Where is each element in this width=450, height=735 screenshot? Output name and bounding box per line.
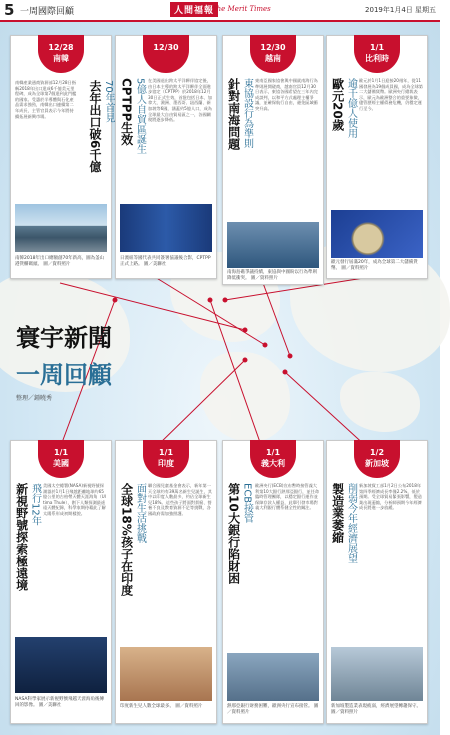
- subheadline: ECB接管: [241, 483, 253, 524]
- page-subtitle: 一周回顧: [16, 360, 112, 389]
- newspaper-logo-english: The Merit Times: [212, 5, 271, 13]
- headline: 去年出口破6千億: [88, 80, 102, 173]
- page-number: 5: [4, 1, 15, 19]
- byline: 整理／鍾曉秀: [16, 395, 53, 402]
- photo-caption: 印度新生兒人數全球最多。 圖／資料照片: [120, 704, 203, 709]
- newborn-photo: [120, 647, 212, 701]
- news-card-singapore: [326, 440, 428, 724]
- subheadline: 削弱今年經濟展望: [345, 483, 357, 563]
- subheadline: 5億人自貿區誕生: [134, 78, 146, 155]
- news-card-italy: [222, 440, 324, 724]
- date-badge: 12/28 南韓: [38, 35, 84, 73]
- news-card-cptpp: [115, 35, 217, 279]
- headline: 全球18%孩子在印度: [119, 483, 134, 596]
- date-badge: 1/2 新加坡: [354, 440, 400, 478]
- news-card-india: [115, 440, 217, 724]
- photo-caption: NASA科學家展示新視野號飛越天涯海角後傳回的影像。 圖／美聯社: [15, 697, 104, 708]
- subheadline: 70年首見: [103, 80, 114, 123]
- date-badge: 1/1 比利時: [354, 35, 400, 73]
- news-card-vietnam: [222, 35, 324, 285]
- euro-coin-photo: [331, 210, 423, 258]
- port-photo: [15, 204, 107, 252]
- date-badge: 1/1 印度: [143, 440, 189, 478]
- newspaper-logo: 人間福報: [170, 2, 218, 17]
- date-badge: 1/1 義大利: [250, 440, 296, 478]
- article-body: 歐洲央行(ECB)宣布暫時接管義大利第10大銀行熱那亞銀行，並任命臨時管理團隊，以穩定銀行運作並保障存款人權益，此舉引發市場對義大利銀行體系健全性的關注。: [255, 483, 319, 511]
- cptpp-signing-photo: [120, 204, 212, 252]
- headline: 製造業萎縮: [330, 483, 345, 543]
- news-card-south-korea: [10, 35, 112, 279]
- headline: CPTPP生效: [119, 78, 134, 146]
- photo-caption: 日澳紐等國代表共同簽署協議後合影，CPTPP正式上路。 圖／美聯社: [120, 256, 211, 267]
- article-body: 東南亞國家協會與中國就南海行為準則展開磋商，越南官員12月30日表示，東協各國希望在三年內完成談判，以和平方式處理主權爭議，並確保航行自由，避免區域衝突升高。: [255, 78, 318, 111]
- subheadline: 逾千億人使用: [345, 78, 357, 138]
- photo-caption: 歐元發行屆滿20年，成為全球第二大儲備貨幣。 圖／資料照片: [331, 260, 418, 271]
- section-title: 一周國際回顧: [20, 7, 75, 17]
- article-body: 歐元於1月1日迎接20週年，從11國發展為19個成員國，成為全球第二大儲備貨幣。歐洲央行總裁表示，歐元為歐洲整合的重要象徵，儘管歷經主權債務危機，仍穩定運行至今。: [359, 78, 423, 111]
- photo-caption: 熱那亞銀行財務困難，歐洲央行宣布接管。 圖／資料照片: [227, 704, 319, 715]
- photo-caption: 南韓2018年出口總額創70年新高，圖為釜山港貨櫃碼頭。 圖／資料照片: [15, 256, 105, 267]
- subheadline: 面對生活挑戰: [134, 483, 146, 543]
- article-body: 在美國退出跨太平洋夥伴協定後，由日本主導的跨太平洋夥伴全面進步協定（CPTPP）於2018年12月30日正式生效，首批包括日本、加拿大、澳洲、墨西哥、紐西蘭、新加坡等6國，涵蓋約5億人口，成為全球最大自由貿易區之一，各國關稅將逐步降低。: [148, 78, 212, 123]
- subheadline: 飛行12年: [29, 483, 41, 526]
- nasa-press-photo: [15, 637, 107, 693]
- factory-photo: [331, 647, 423, 701]
- article-body: 南韓產業通商資源部12月28日指稱2018年出口達成6千億美元里程碑，成為全球第7個達到此門檻的國家。受惠於半導體與石化產品需求強勁，南韓出口連續第二年成長，主管官員表示今年將持續拓展新興市場。: [15, 80, 77, 119]
- headline: 歐元20歲: [330, 78, 345, 131]
- issue-date: 2019年1月4日 星期五: [365, 6, 436, 14]
- photo-caption: 新加坡製造業表現疲弱，經濟展望轉趨保守。 圖／資料照片: [331, 704, 421, 715]
- date-badge: 1/1 美國: [38, 440, 84, 478]
- south-china-sea-photo: [227, 222, 319, 268]
- article-body: 美國太空總署(NASA)新視野號探測器於1月1日飛越距離地球約65億公里的古柏帶天體天涯海角（Ultima Thule），創下人類探測最遙遠天體紀錄，科學家期待藉此了解太陽系形成初期樣貌。: [43, 483, 106, 516]
- photo-caption: 南海島礁爭議持續，東協與中國盼以行為準則降低衝突。 圖／資料照片: [227, 270, 317, 281]
- date-badge: 12/30 越南: [250, 35, 296, 73]
- headline: 新視野號探索極遠境: [14, 483, 29, 591]
- page-title-block: [16, 318, 112, 402]
- news-card-usa: [10, 440, 112, 724]
- headline: 針對南海問題: [226, 78, 241, 150]
- page-title: 寰宇新聞: [16, 323, 112, 352]
- subheadline: 東協設行為準則: [241, 78, 253, 148]
- article-body: 新加坡貿工部1月2日公布2018年第四季經濟成長率僅2.2%，低於預期。受全球貿易緊張影響，製造業出現萎縮，分析師預期今年經濟成長將進一步放緩。: [359, 483, 422, 511]
- date-badge: 12/30: [143, 35, 189, 73]
- article-body: 聯合國兒童基金會表示，新年第一天全球約有39萬名新生兒誕生，其中以印度人數最多，約佔全球新生兒18%。這些孩子將面對貧窮、營養不良及教育資源不足等挑戰，各國政府需加強照護。: [148, 483, 212, 516]
- news-card-belgium: [326, 35, 428, 279]
- bank-building-photo: [227, 653, 319, 701]
- headline: 第10大銀行陷財困: [226, 483, 241, 584]
